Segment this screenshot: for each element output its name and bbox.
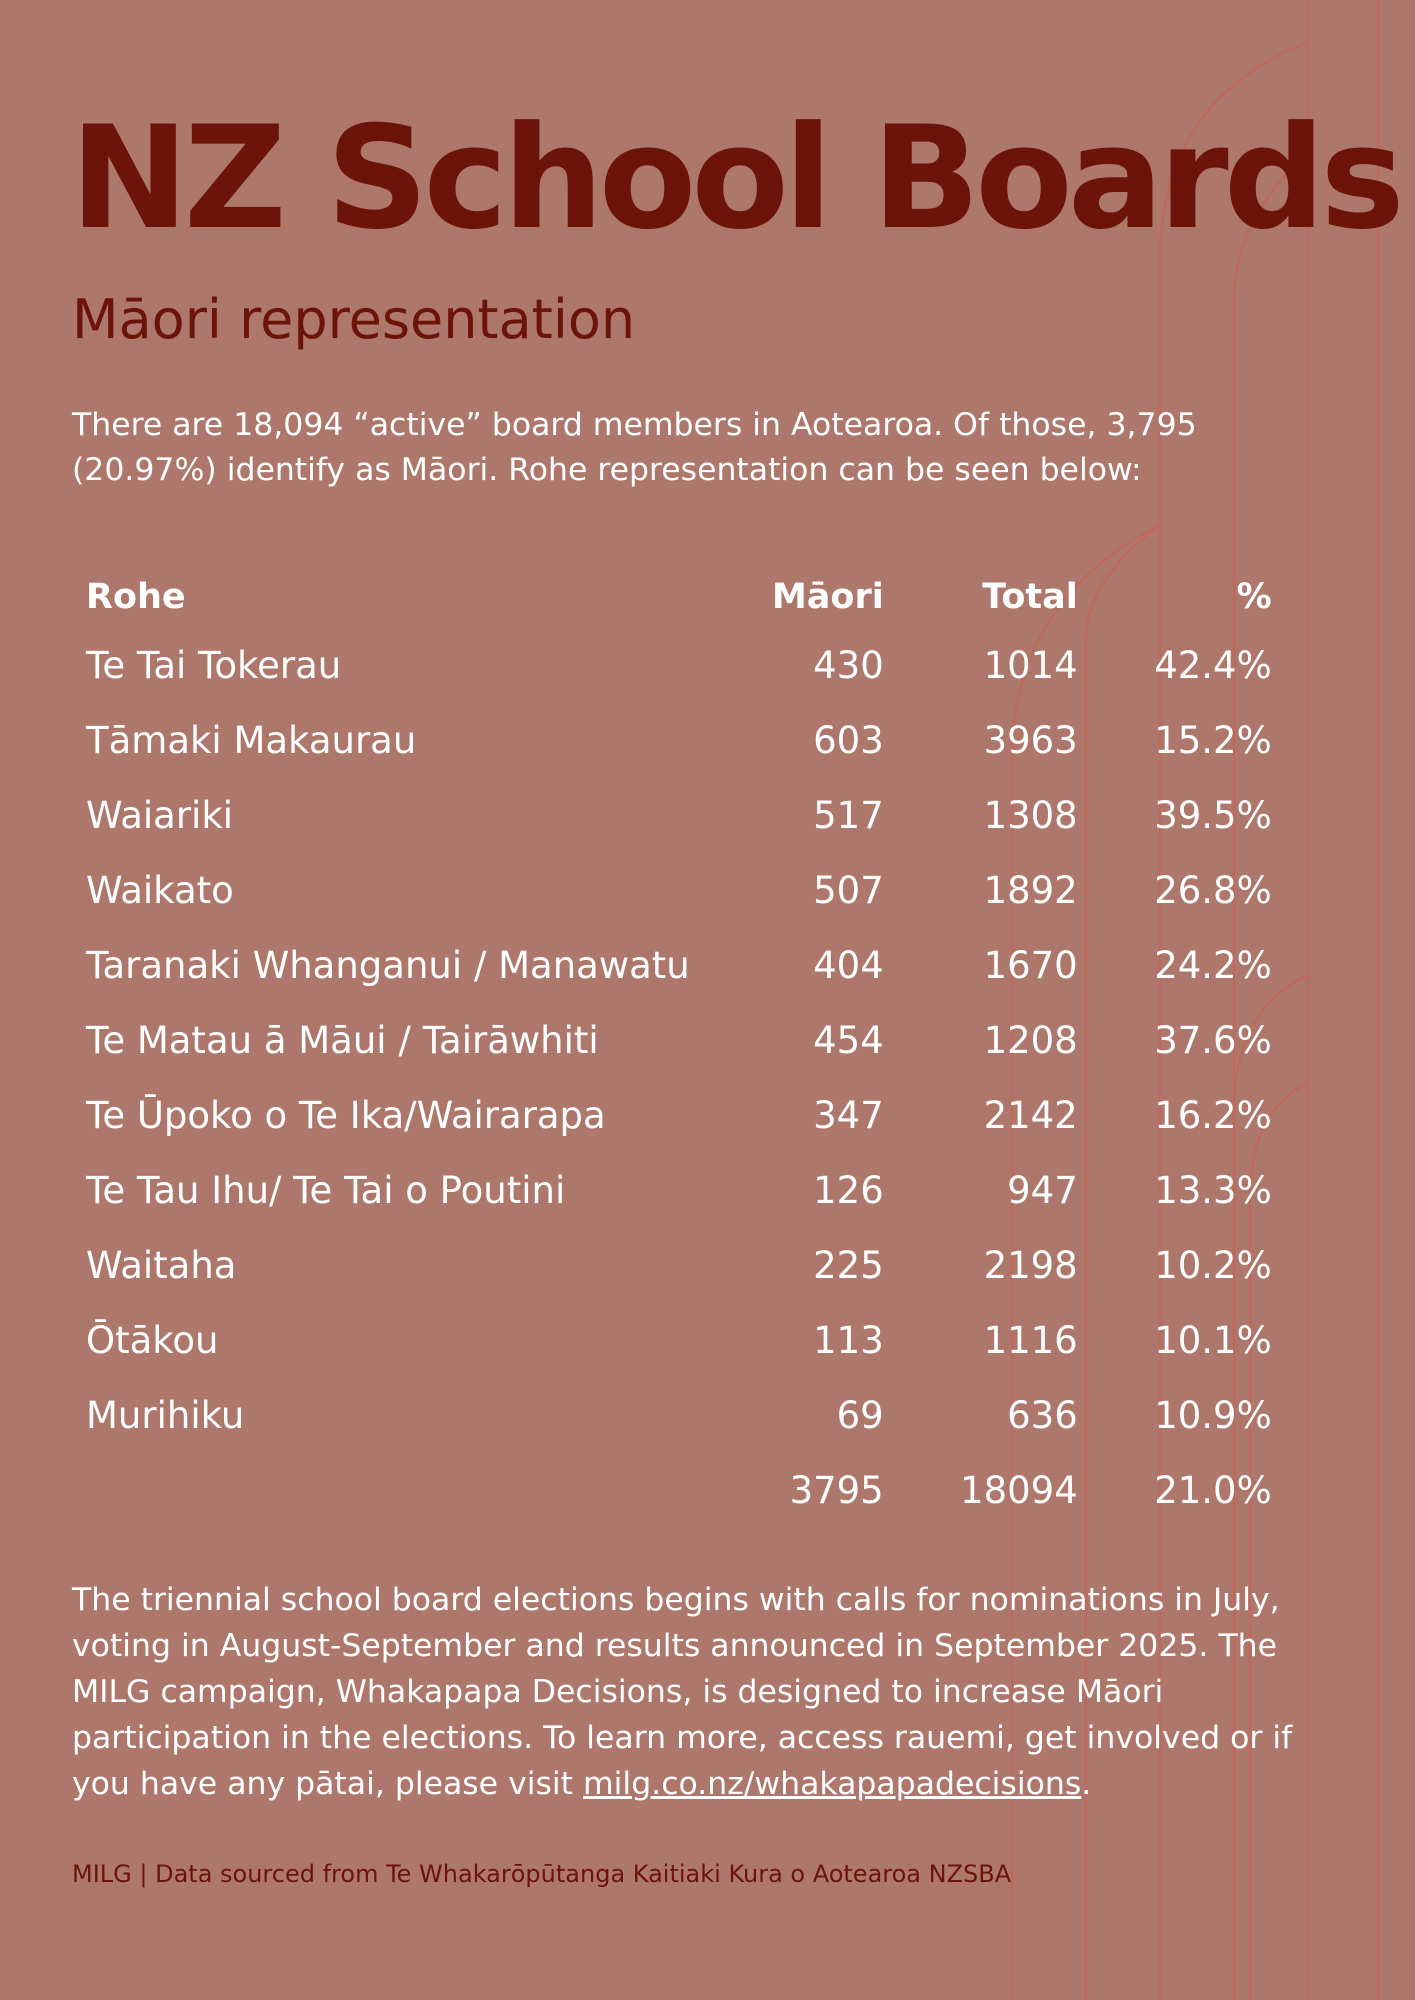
- total-count: 636: [1007, 1394, 1078, 1437]
- column-header-maori: Māori: [771, 577, 884, 617]
- maori-percent: 24.2%: [1154, 944, 1272, 987]
- maori-count: 603: [813, 719, 884, 762]
- column-header-percent: %: [1236, 577, 1272, 617]
- total-count: 1014: [983, 644, 1078, 687]
- table-row: [72, 928, 1272, 1003]
- maori-count: 507: [813, 869, 884, 912]
- total-count: 1670: [983, 944, 1078, 987]
- table-row: [72, 1378, 1272, 1453]
- column-header-total: Total: [982, 577, 1078, 617]
- rohe-name: Te Matau ā Māui / Tairāwhiti: [86, 1019, 599, 1062]
- table-row: [72, 1078, 1272, 1153]
- maori-count: 430: [813, 644, 884, 687]
- table-row: [72, 853, 1272, 928]
- overall-percent: 21.0%: [1154, 1469, 1272, 1512]
- rohe-name: Waikato: [86, 869, 234, 912]
- maori-percent: 10.2%: [1154, 1244, 1272, 1287]
- total-count: 1208: [983, 1019, 1078, 1062]
- closing-suffix: .: [1081, 1766, 1092, 1802]
- maori-count: 126: [813, 1169, 884, 1212]
- whakapapa-decisions-link[interactable]: milg.co.nz/whakapapadecisions: [583, 1766, 1082, 1802]
- table-row: [72, 1153, 1272, 1228]
- rohe-name: Te Tai Tokerau: [86, 644, 342, 687]
- table-row: [72, 703, 1272, 778]
- rohe-table: [72, 566, 1272, 1528]
- maori-percent: 13.3%: [1154, 1169, 1272, 1212]
- maori-count: 225: [813, 1244, 884, 1287]
- total-count: 2198: [983, 1244, 1078, 1287]
- table-header-row: [72, 566, 1272, 628]
- maori-percent: 39.5%: [1154, 794, 1272, 837]
- page-title: NZ School Boards: [70, 96, 1400, 261]
- maori-percent: 16.2%: [1154, 1094, 1272, 1137]
- page-subtitle: Māori representation: [72, 288, 636, 351]
- maori-count: 517: [813, 794, 884, 837]
- table-row: [72, 628, 1272, 703]
- grand-total: 18094: [960, 1469, 1078, 1512]
- rohe-name: Taranaki Whanganui / Manawatu: [86, 944, 690, 987]
- maori-count: 454: [813, 1019, 884, 1062]
- total-count: 2142: [983, 1094, 1078, 1137]
- total-count: 1892: [983, 869, 1078, 912]
- intro-paragraph: There are 18,094 “active” board members in Aotearoa. Of those, 3,795 (20.97%) identify as Māori. Rohe representation can be seen below:: [72, 407, 1197, 488]
- maori-count: 113: [813, 1319, 884, 1362]
- maori-count: 69: [836, 1394, 884, 1437]
- footer-credit: MILG | Data sourced from Te Whakarōpūtanga Kaitiaki Kura o Aotearoa NZSBA: [72, 1860, 1012, 1888]
- totals-label: [72, 1453, 690, 1528]
- table-row: [72, 1303, 1272, 1378]
- table-row: [72, 1003, 1272, 1078]
- table-row: [72, 1228, 1272, 1303]
- total-count: 1116: [983, 1319, 1078, 1362]
- rohe-name: Tāmaki Makaurau: [86, 719, 417, 762]
- closing-text: The triennial school board elections begins with calls for nominations in July, voting in August-September and results announced in September 2025. The MILG campaign, Whakapapa Decisions, is designed to increase Māori participation in the elections. To learn more, access rauemi, get involved or if you have any pātai, please visit: [72, 1582, 1293, 1802]
- maori-total: 3795: [789, 1469, 884, 1512]
- maori-percent: 10.1%: [1154, 1319, 1272, 1362]
- total-count: 3963: [983, 719, 1078, 762]
- column-header-rohe: Rohe: [86, 577, 186, 617]
- total-count: 1308: [983, 794, 1078, 837]
- total-count: 947: [1007, 1169, 1078, 1212]
- table-row: [72, 778, 1272, 853]
- rohe-name: Ōtākou: [86, 1319, 219, 1362]
- maori-percent: 37.6%: [1154, 1019, 1272, 1062]
- maori-percent: 42.4%: [1154, 644, 1272, 687]
- totals-row: [72, 1453, 1272, 1528]
- closing-paragraph: [72, 1577, 1302, 1807]
- rohe-name: Waiariki: [86, 794, 234, 837]
- maori-percent: 10.9%: [1154, 1394, 1272, 1437]
- maori-percent: 15.2%: [1154, 719, 1272, 762]
- rohe-name: Waitaha: [86, 1244, 237, 1287]
- maori-count: 404: [813, 944, 884, 987]
- rohe-name: Te Tau Ihu/ Te Tai o Poutini: [86, 1169, 566, 1212]
- rohe-name: Murihiku: [86, 1394, 245, 1437]
- maori-percent: 26.8%: [1154, 869, 1272, 912]
- maori-count: 347: [813, 1094, 884, 1137]
- rohe-name: Te Ūpoko o Te Ika/Wairarapa: [86, 1094, 606, 1137]
